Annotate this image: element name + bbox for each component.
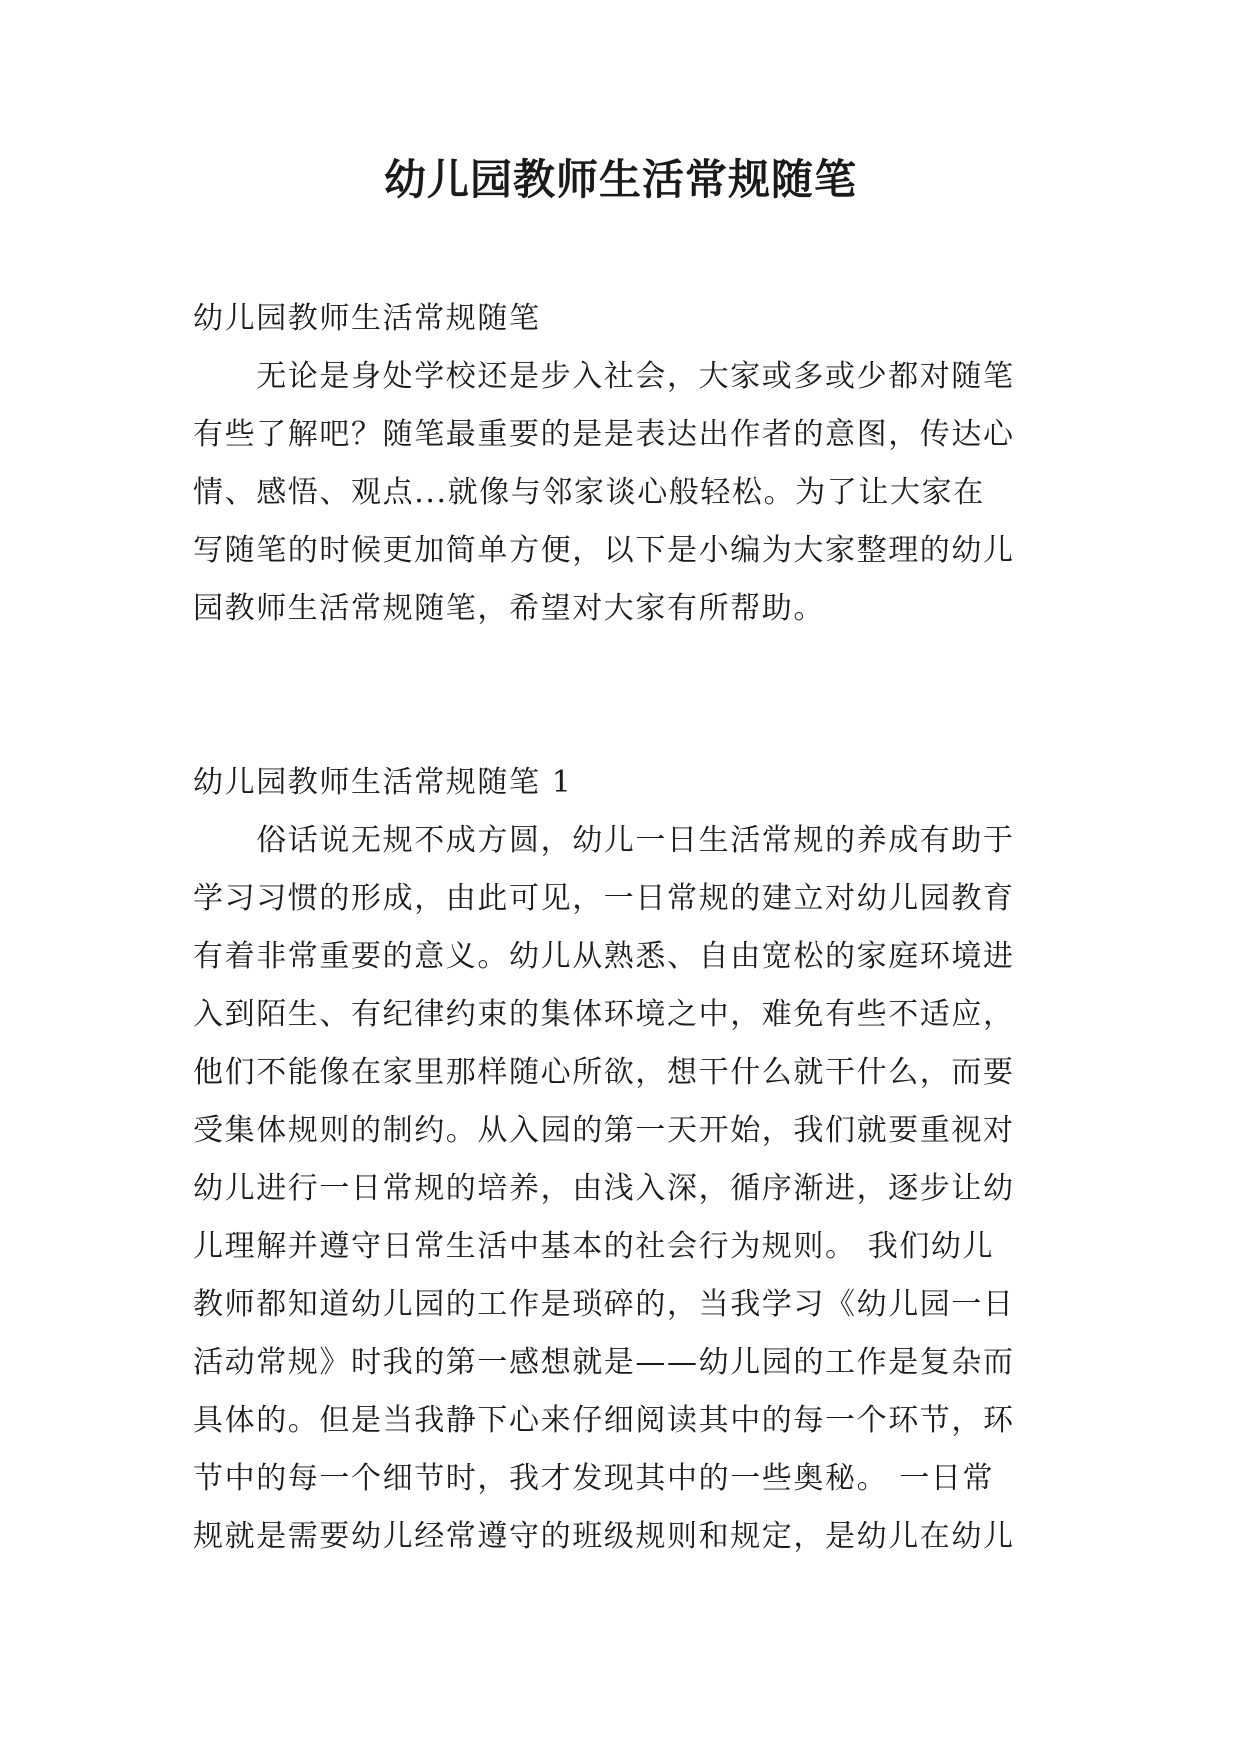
paragraph-line: 幼儿进行一日常规的培养，由浅入深，循序渐进，逐步让幼 (193, 1171, 1015, 1206)
section1-paragraph (193, 812, 1063, 1566)
paragraph-line: 学习习惯的形成，由此可见，一日常规的建立对幼儿园教育 (193, 881, 1015, 916)
paragraph-line: 节中的每一个细节时，我才发现其中的一些奥秘。 一日常 (193, 1461, 995, 1496)
paragraph-line: 写随笔的时候更加简单方便，以下是小编为大家整理的幼儿 (193, 533, 1015, 568)
document-body (193, 290, 1063, 1566)
paragraph-line: 情、感悟、观点...就像与邻家谈心般轻松。为了让大家在 (193, 475, 985, 510)
paragraph-line: 儿理解并遵守日常生活中基本的社会行为规则。 我们幼儿 (193, 1229, 995, 1264)
paragraph-line: 有些了解吧？随笔最重要的是是表达出作者的意图，传达心 (193, 417, 1015, 452)
paragraph-line: 俗话说无规不成方圆，幼儿一日生活常规的养成有助于 (193, 823, 1015, 858)
paragraph-line: 教师都知道幼儿园的工作是琐碎的，当我学习《幼儿园一日 (193, 1287, 1015, 1322)
paragraph-line: 活动常规》时我的第一感想就是——幼儿园的工作是复杂而 (193, 1345, 1015, 1380)
paragraph-line: 具体的。但是当我静下心来仔细阅读其中的每一个环节，环 (193, 1403, 1015, 1438)
paragraph-line: 入到陌生、有纪律约束的集体环境之中，难免有些不适应， (193, 997, 1015, 1032)
section-heading: 幼儿园教师生活常规随笔 1 (193, 765, 573, 800)
document-title: 幼儿园教师生活常规随笔 (383, 155, 857, 204)
paragraph-line: 规就是需要幼儿经常遵守的班级规则和规定，是幼儿在幼儿 (193, 1519, 1015, 1554)
paragraph-line: 受集体规则的制约。从入园的第一天开始，我们就要重视对 (193, 1113, 1015, 1148)
intro-paragraph (193, 348, 1063, 638)
paragraph-line: 他们不能像在家里那样随心所欲，想干什么就干什么，而要 (193, 1055, 1015, 1090)
subtitle: 幼儿园教师生活常规随笔 (193, 301, 541, 336)
paragraph-line: 无论是身处学校还是步入社会，大家或多或少都对随笔 (193, 359, 1015, 394)
paragraph-line: 园教师生活常规随笔，希望对大家有所帮助。 (193, 591, 825, 626)
paragraph-line: 有着非常重要的意义。幼儿从熟悉、自由宽松的家庭环境进 (193, 939, 1015, 974)
section-spacer (193, 638, 1063, 754)
